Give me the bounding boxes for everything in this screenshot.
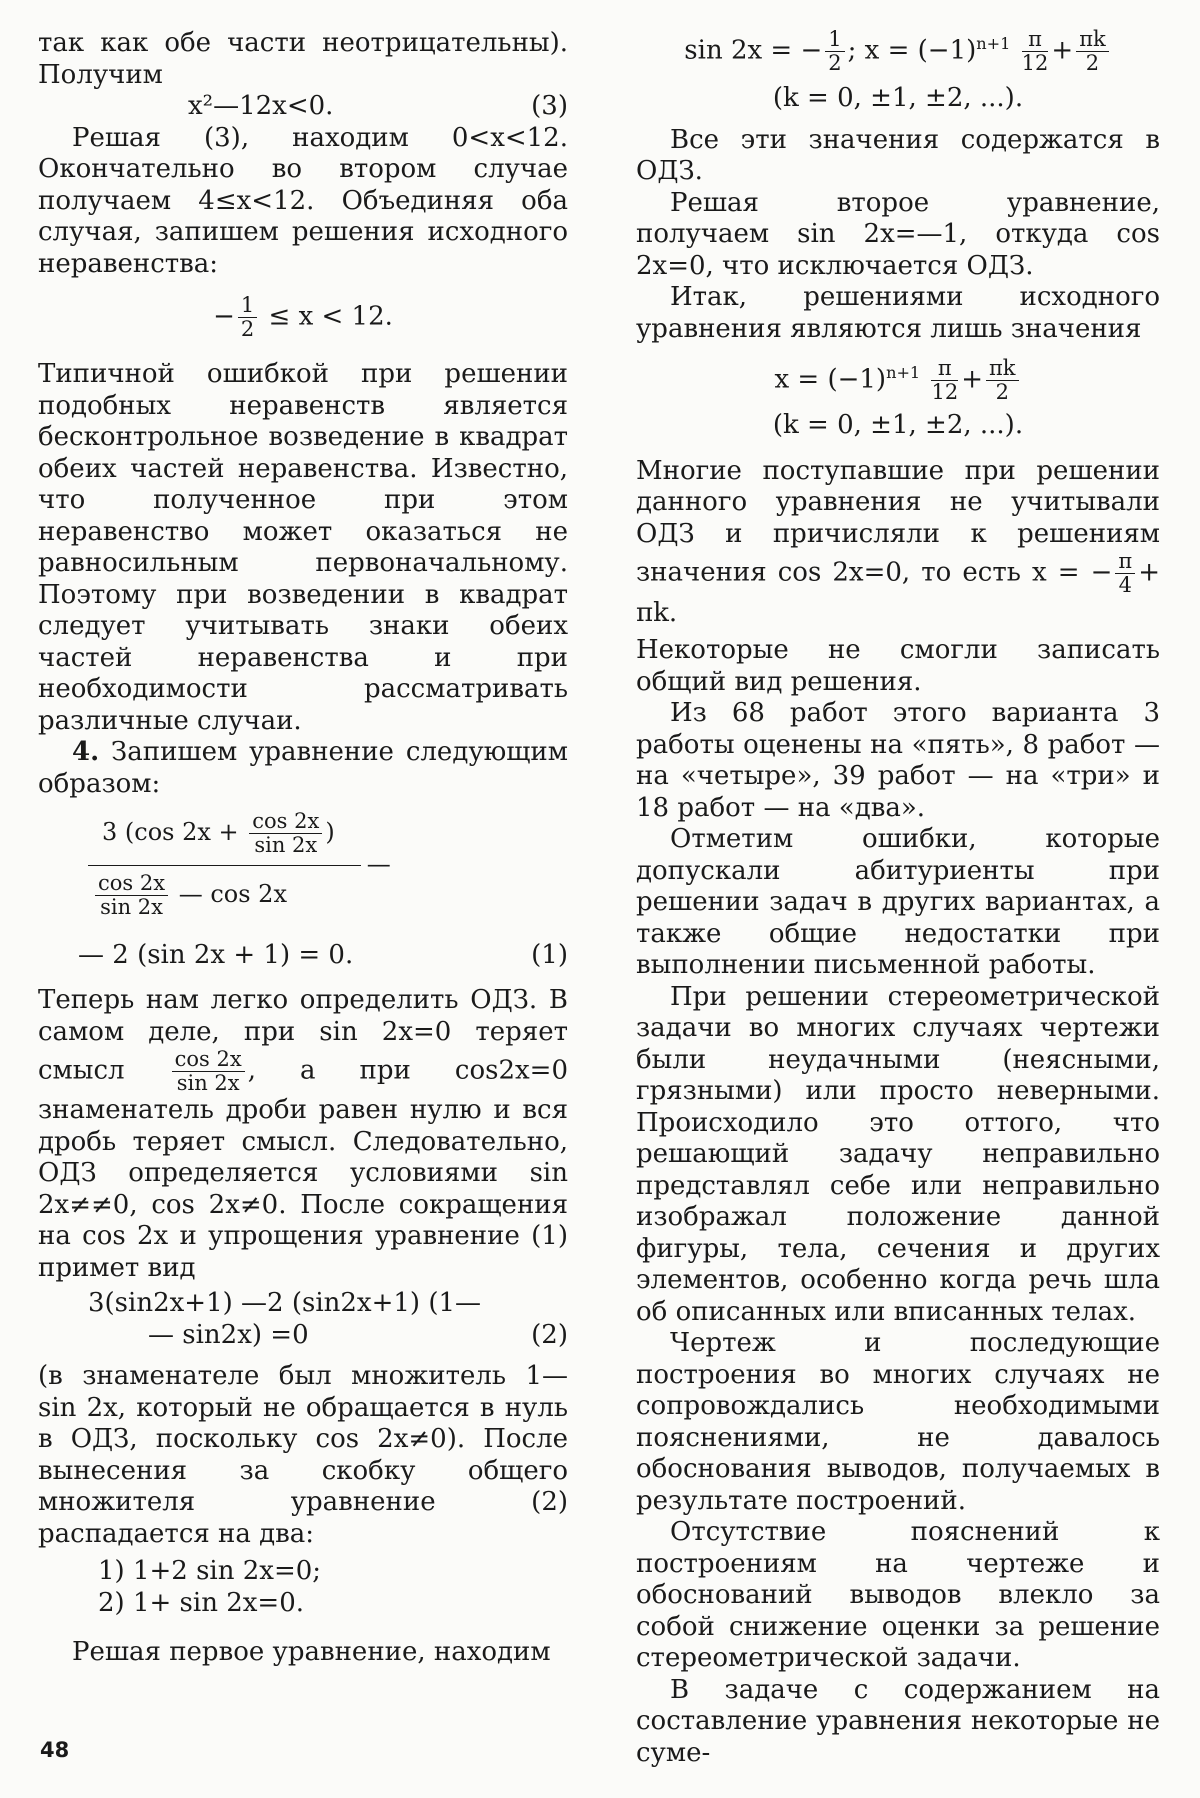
minus-sign: − bbox=[213, 301, 235, 332]
denominator: 12 bbox=[1021, 51, 1049, 76]
denominator: 2 bbox=[995, 380, 1009, 405]
paragraph: Все эти значения содержатся в ОДЗ. bbox=[636, 124, 1160, 187]
paragraph-text: Запишем уравнение следующим образом: bbox=[38, 737, 568, 799]
fraction bbox=[249, 810, 322, 857]
fraction bbox=[95, 872, 168, 919]
inequality bbox=[38, 294, 568, 341]
equation-solution-b bbox=[636, 357, 1160, 404]
equation-text: — sin2x) =0 bbox=[148, 1319, 309, 1350]
equation-text: — 2 (sin 2x + 1) = 0. bbox=[78, 939, 354, 970]
paragraph: Из 68 работ этого варианта 3 работы оценены на «пять», 8 работ — на «четыре», 39 работ — на «три» и 18 работ — на «два». bbox=[636, 698, 1160, 823]
paragraph: Отсутствие пояснений к построениям на чертеже и обоснований выводов влекло за собой снижение оценки за решение стереометрической задачи. bbox=[636, 1517, 1160, 1674]
paragraph-text: + πk. bbox=[636, 557, 1160, 628]
paragraph-text: Многие поступавшие при решении данного уравнения не учитывали ОДЗ и причисляли к решениям значения cos 2x=0, то есть x = − bbox=[636, 455, 1160, 588]
denominator: sin 2x bbox=[254, 833, 318, 858]
equation-k-range: (k = 0, ±1, ±2, ...). bbox=[772, 410, 1024, 441]
fraction bbox=[1115, 550, 1135, 597]
denominator: 2 bbox=[240, 317, 255, 342]
numerator: π bbox=[1115, 550, 1135, 574]
big-fraction bbox=[88, 810, 361, 919]
fraction bbox=[825, 28, 844, 75]
denominator-suffix: — cos 2x bbox=[178, 880, 287, 909]
paragraph: Отметим ошибки, которые допускали абитуриенты при решении задач в других вариантах, а также общие недостатки при выполнении письменной работы. bbox=[636, 824, 1160, 981]
equation-text: sin 2x = − bbox=[684, 35, 823, 66]
paragraph: Решая второе уравнение, получаем sin 2x=—1, откуда cos 2x=0, что исключается ОДЗ. bbox=[636, 187, 1160, 281]
paragraph: Решая первое уравнение, находим bbox=[72, 1637, 551, 1668]
paragraph: При решении стереометрической задачи во многих случаях чертежи были неудачными (неясными, грязными) или просто неверными. Происходило это оттого, что решающий задачу неправильно представлял себе или неправильно изображал положение данной фигуры, тела, сечения и других элементов, особенно когда речь шла об описанных или вписанных телах. bbox=[636, 981, 1160, 1327]
inequality-rest: ≤ x < 12. bbox=[268, 301, 393, 332]
equation-line: 3(sin2x+1) —2 (sin2x+1) (1— bbox=[88, 1288, 482, 1319]
paragraph-item-4 bbox=[38, 737, 568, 800]
right-column bbox=[636, 28, 1160, 1769]
paragraph bbox=[38, 985, 568, 1284]
numerator-suffix: ) bbox=[325, 818, 335, 847]
numerator: πk bbox=[986, 357, 1019, 381]
denominator: 4 bbox=[1118, 573, 1132, 598]
plus-sign: + bbox=[961, 364, 983, 395]
denominator: 2 bbox=[828, 51, 842, 76]
equation-list bbox=[98, 1556, 568, 1619]
fraction bbox=[238, 294, 257, 341]
equation-text: x = (−1) bbox=[774, 364, 887, 395]
equation-2 bbox=[88, 1288, 568, 1351]
exponent: n+1 bbox=[976, 33, 1011, 53]
paragraph: Итак, решениями исходного уравнения являются лишь значения bbox=[636, 282, 1160, 344]
equation-number: (3) bbox=[531, 91, 568, 121]
left-column bbox=[38, 28, 568, 1669]
equation-text: ; x = (−1) bbox=[847, 35, 977, 66]
equation-k-range: (k = 0, ±1, ±2, ...). bbox=[772, 83, 1024, 114]
paragraph bbox=[636, 456, 1160, 629]
equation-text: x²—12x<0. bbox=[188, 91, 334, 121]
numerator: cos 2x bbox=[95, 872, 168, 896]
equation-number: (2) bbox=[531, 1319, 568, 1350]
equation-solution-a bbox=[636, 28, 1160, 75]
paragraph: Решая (3), находим 0<x<12. Окончательно во втором случае получаем 4≤x<12. Объединяя оба случая, запишем решения исходного неравенства: bbox=[38, 122, 568, 279]
big-fraction-denominator bbox=[88, 866, 361, 919]
page-number: 48 bbox=[40, 1738, 70, 1762]
exponent: n+1 bbox=[886, 363, 921, 383]
numerator: cos 2x bbox=[172, 1048, 245, 1072]
denominator: sin 2x bbox=[176, 1071, 240, 1096]
fraction bbox=[1076, 28, 1109, 75]
numerator: πk bbox=[1076, 28, 1109, 52]
equation-number: (1) bbox=[531, 939, 568, 970]
numerator-prefix: 3 (cos 2x + bbox=[102, 818, 239, 847]
equation-1 bbox=[78, 809, 568, 971]
list-item: 1) 1+2 sin 2x=0; bbox=[98, 1556, 322, 1587]
fraction bbox=[1022, 28, 1049, 75]
paragraph-text: , а при cos2x=0 знаменатель дроби равен нулю и вся дробь теряет смысл. Следовательно, ОДЗ определяется условиями sin 2x≠≠0, cos 2x≠0. После сокращения на cos 2x и упрощения уравнение (1) примет вид bbox=[38, 1055, 569, 1283]
numerator: 1 bbox=[825, 28, 844, 52]
paragraph: Некоторые не смогли записать общий вид решения. bbox=[636, 635, 1160, 697]
equation-line-2 bbox=[88, 1320, 568, 1352]
numerator: π bbox=[931, 357, 958, 381]
denominator: 2 bbox=[1085, 51, 1100, 76]
numerator: cos 2x bbox=[249, 810, 322, 834]
equation-1-line2 bbox=[78, 940, 568, 972]
paragraph-text: Теперь нам легко определить ОДЗ. В самом деле, при sin 2x=0 теряет смысл bbox=[38, 985, 568, 1086]
numerator: 1 bbox=[238, 294, 257, 318]
paragraph: В задаче с содержанием на составление уравнения некоторые не суме- bbox=[636, 1674, 1160, 1768]
minus-sign: — bbox=[366, 850, 391, 879]
paragraph: так как обе части неотрицательны). Получим bbox=[38, 28, 568, 90]
fraction bbox=[172, 1048, 245, 1095]
equation-3 bbox=[38, 91, 568, 123]
numerator: π bbox=[1022, 28, 1049, 52]
item-number: 4. bbox=[72, 737, 100, 768]
plus-sign: + bbox=[1051, 35, 1074, 66]
fraction bbox=[931, 357, 958, 404]
paragraph: Типичной ошибкой при решении подобных неравенств является бесконтрольное возведение в квадрат обеих частей неравенства. Известно, что полученное при этом неравенство может оказаться не равносильным первоначальному. Поэтому при возведении в квадрат следует учитывать знаки обеих частей неравенства и при необходимости рассматривать различные случаи. bbox=[38, 359, 568, 736]
list-item: 2) 1+ sin 2x=0. bbox=[98, 1587, 305, 1618]
denominator: 12 bbox=[931, 380, 959, 405]
big-fraction-numerator bbox=[88, 810, 361, 866]
paragraph: Чертеж и последующие построения во многих случаях не сопровождались необходимыми пояснениями, не давалось обоснования выводов, получаемых в результате построений. bbox=[636, 1328, 1160, 1516]
paragraph: (в знаменателе был множитель 1— sin 2x, который не обращается в нуль в ОДЗ, поскольку cos 2x≠0). После вынесения за скобку общего множителя уравнение (2) распадается на два: bbox=[38, 1361, 568, 1549]
fraction bbox=[986, 357, 1019, 404]
denominator: sin 2x bbox=[100, 895, 163, 920]
